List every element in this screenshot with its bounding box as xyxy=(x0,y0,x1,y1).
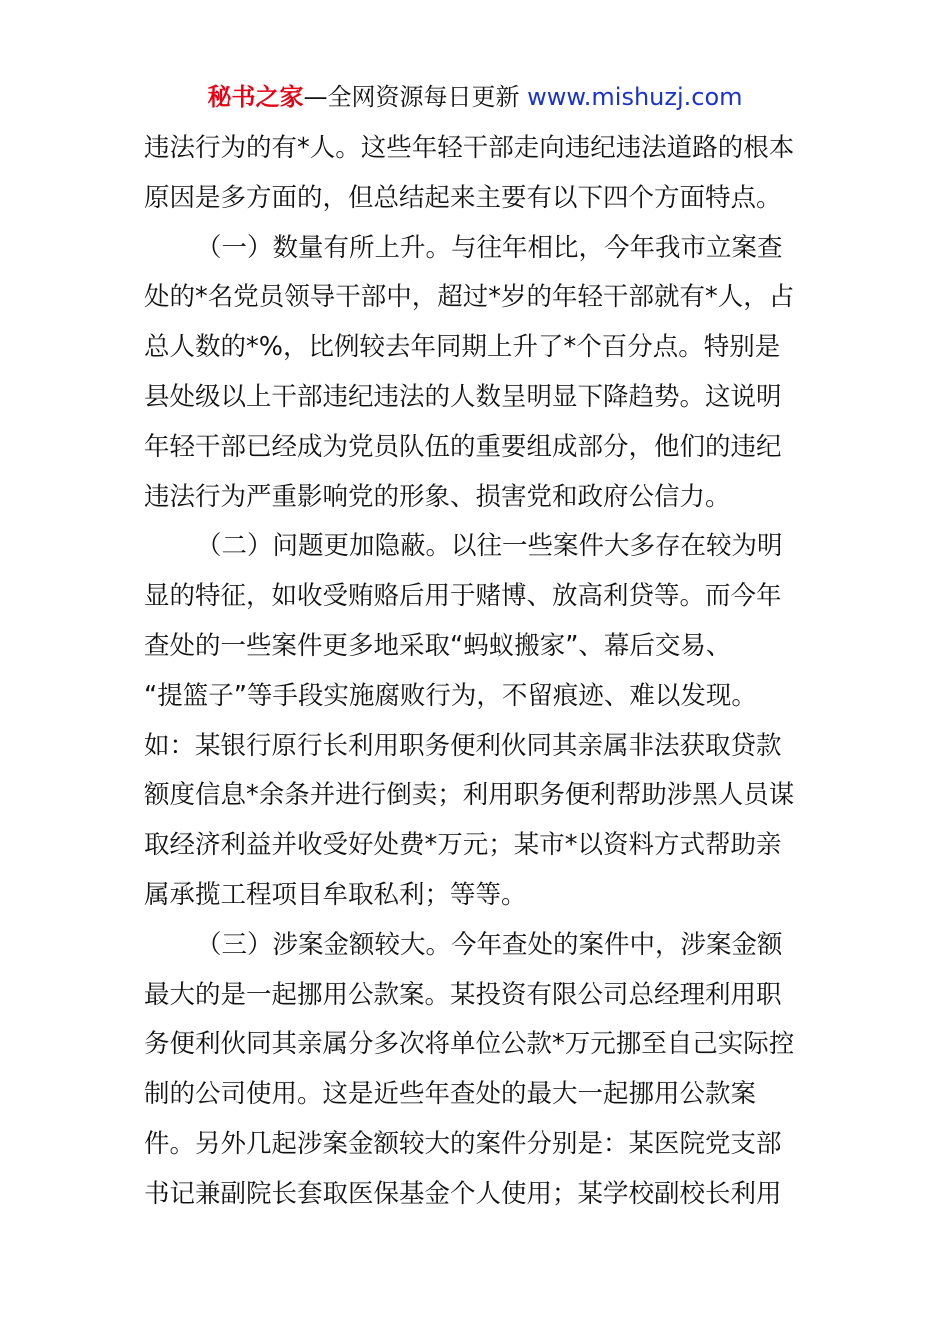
text-line: 年轻干部已经成为党员队伍的重要组成部分，他们的违纪 xyxy=(144,431,782,462)
text-line: 额度信息*余条并进行倒卖；利用职务便利帮助涉黑人员谋 xyxy=(144,780,795,811)
text-line: 违法行为的有*人。这些年轻干部走向违纪违法道路的根本 xyxy=(144,133,795,163)
text-line: 最大的是一起挪用公款案。某投资有限公司总经理利用职 xyxy=(144,979,782,1010)
text-line: 属承揽工程项目牟取私利；等等。 xyxy=(144,879,527,910)
header-tagline: —全网资源每日更新 xyxy=(303,83,528,111)
document-body xyxy=(144,124,824,1220)
paragraph xyxy=(144,224,824,523)
site-url[interactable]: www.mishuzj.com xyxy=(527,83,743,111)
text-line: 县处级以上干部违纪违法的人数呈明显下降趋势。这说明 xyxy=(144,381,782,412)
paragraph xyxy=(144,921,824,1220)
text-line: 制的公司使用。这是近些年查处的最大一起挪用公款案 xyxy=(144,1079,757,1110)
text-line: 查处的一些案件更多地采取“蚂蚁搬家”、幕后交易、 xyxy=(144,630,732,661)
text-line: 违法行为严重影响党的形象、损害党和政府公信力。 xyxy=(144,481,731,512)
text-line: 书记兼副院长套取医保基金个人使用；某学校副校长利用 xyxy=(144,1178,782,1209)
text-line: （二）问题更加隐蔽。以往一些案件大多存在较为明 xyxy=(196,531,783,562)
paragraph xyxy=(144,522,824,920)
text-line: 显的特征，如收受贿赂后用于赌博、放高利贷等。而今年 xyxy=(144,581,782,612)
text-line: 取经济利益并收受好处费*万元；某市*以资料方式帮助亲 xyxy=(144,830,782,861)
text-line: 如：某银行原行长利用职务便利伙同其亲属非法获取贷款 xyxy=(144,730,782,761)
text-line: 原因是多方面的，但总结起来主要有以下四个方面特点。 xyxy=(144,182,782,213)
site-header xyxy=(0,80,950,114)
paragraph xyxy=(144,124,824,224)
text-line: 处的*名党员领导干部中，超过*岁的年轻干部就有*人，占 xyxy=(144,282,795,313)
text-line: 务便利伙同其亲属分多次将单位公款*万元挪至自己实际控 xyxy=(144,1029,795,1060)
text-line: “提篮子”等手段实施腐败行为，不留痕迹、难以发现。 xyxy=(144,680,757,711)
text-line: （三）涉案金额较大。今年查处的案件中，涉案金额 xyxy=(196,929,783,960)
text-line: 件。另外几起涉案金额较大的案件分别是：某医院党支部 xyxy=(144,1128,782,1159)
text-line: （一）数量有所上升。与往年相比，今年我市立案查 xyxy=(196,232,783,263)
text-line: 总人数的*%，比例较去年同期上升了*个百分点。特别是 xyxy=(144,332,781,363)
brand-name: 秘书之家 xyxy=(207,83,304,111)
